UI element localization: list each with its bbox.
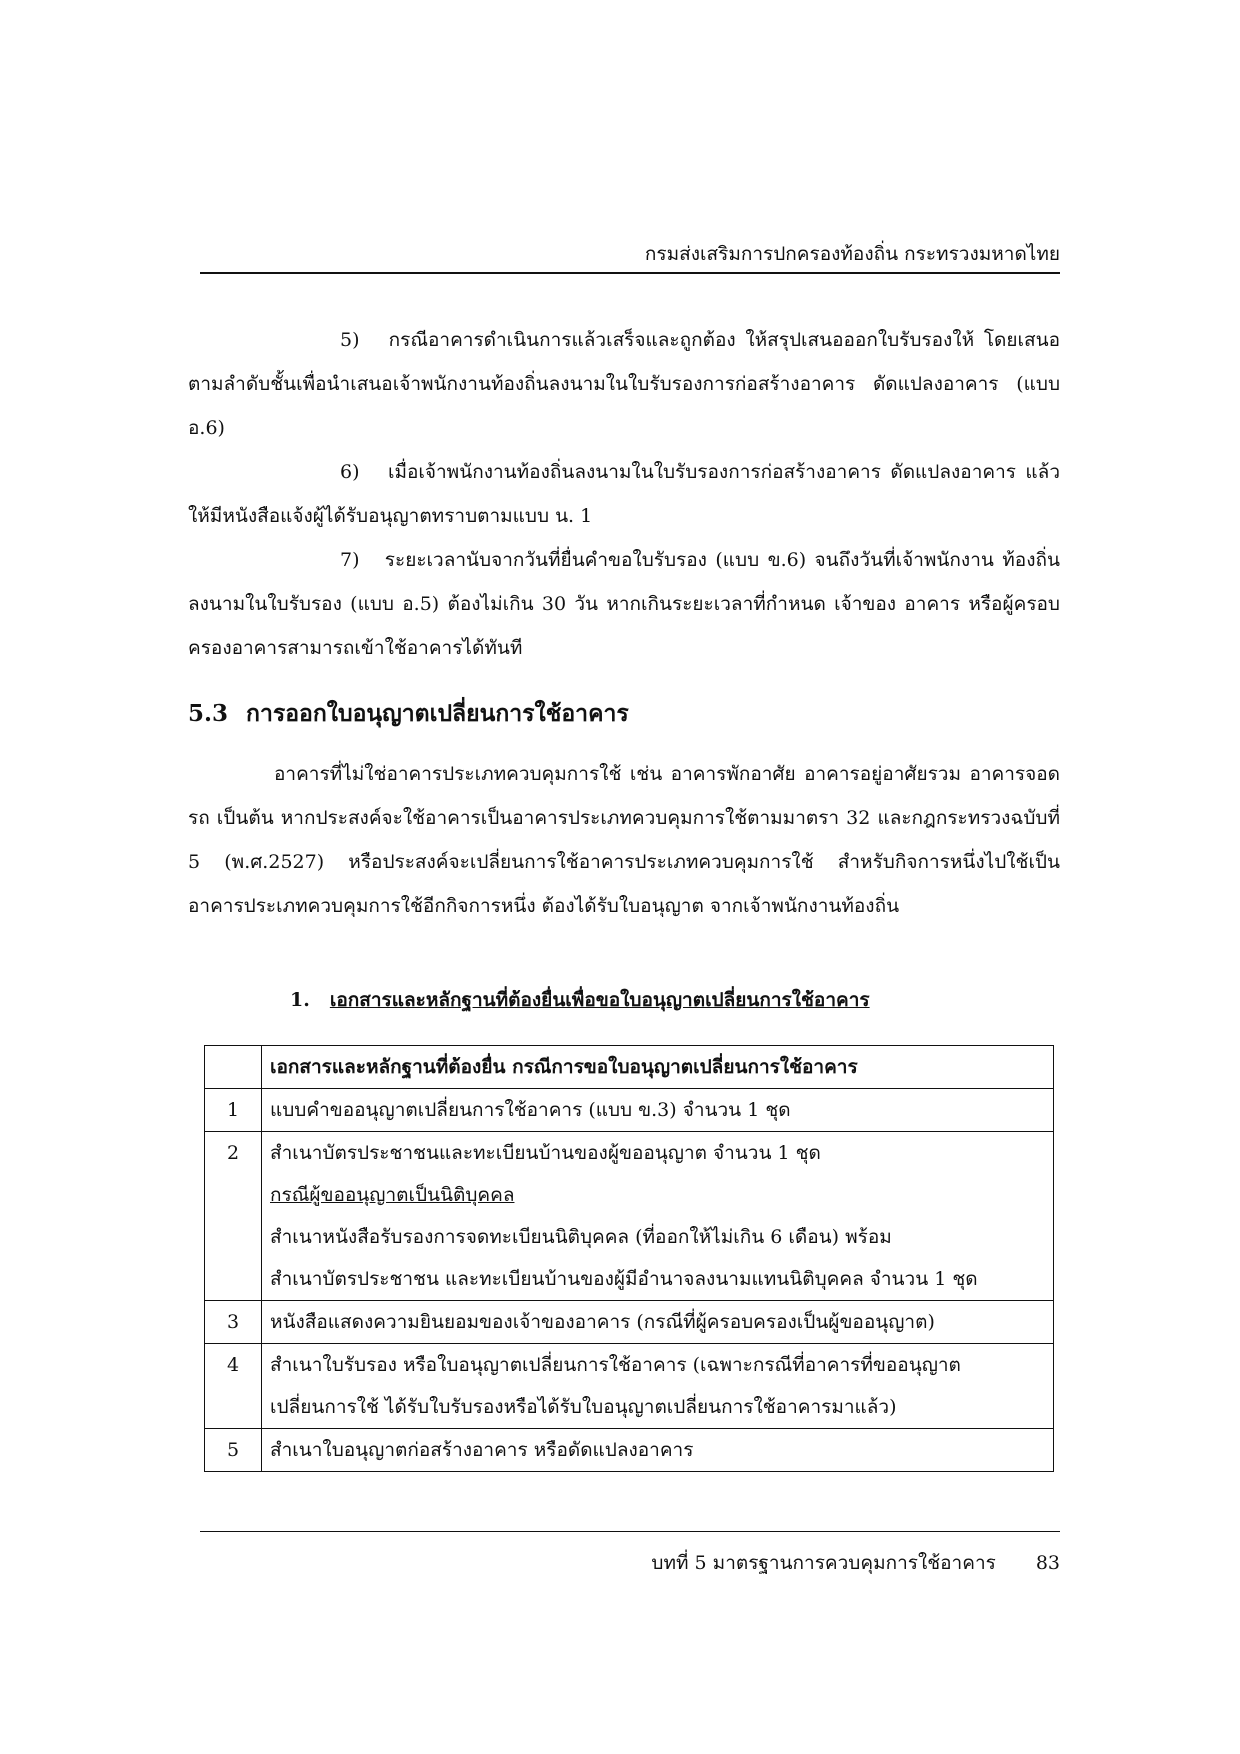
table-row bbox=[205, 1301, 1054, 1344]
footer-chapter: บทที่ 5 มาตรฐานการควบคุมการใช้อาคาร bbox=[651, 1552, 996, 1574]
row-subheading: กรณีผู้ขออนุญาตเป็นนิติบุคคล bbox=[270, 1184, 515, 1206]
item-7 bbox=[188, 538, 1060, 670]
row-line: สำเนาบัตรประชาชน และทะเบียนบ้านของผู้มีอำนาจลงนามแทนนิติบุคคล จำนวน 1 ชุด bbox=[270, 1268, 978, 1290]
row-line: สำเนาใบรับรอง หรือใบอนุญาตเปลี่ยนการใช้อาคาร (เฉพาะกรณีที่อาคารที่ขออนุญาต bbox=[270, 1354, 961, 1376]
row-number: 2 bbox=[205, 1132, 262, 1301]
row-line: เปลี่ยนการใช้ ได้รับใบรับรองหรือได้รับใบอนุญาตเปลี่ยนการใช้อาคารมาแล้ว) bbox=[270, 1396, 897, 1418]
row-line: สำเนาใบอนุญาตก่อสร้างอาคาร หรือดัดแปลงอาคาร bbox=[270, 1439, 694, 1461]
item-5 bbox=[188, 318, 1060, 450]
item-number: 6) bbox=[340, 461, 360, 483]
item-text: เมื่อเจ้าพนักงานท้องถิ่นลงนามในใบรับรองการก่อสร้างอาคาร ดัดแปลงอาคาร แล้ว ให้มีหนังสือแจ้งผู้ได้รับอนุญาตทราบตามแบบ น. 1 bbox=[188, 461, 1060, 527]
row-content bbox=[262, 1344, 1054, 1429]
page-number: 83 bbox=[1035, 1552, 1060, 1574]
table-row bbox=[205, 1089, 1054, 1132]
item-text: ระยะเวลานับจากวันที่ยื่นคำขอใบรับรอง (แบบ ข.6) จนถึงวันที่เจ้าพนักงาน ท้องถิ่นลงนามในใบรับรอง (แบบ อ.5) ต้องไม่เกิน 30 วัน หากเกินระยะเวลาที่กำหนด เจ้าของ อาคาร หรือผู้ครอบครองอาคารสามารถเข้าใช้อาคารได้ทันที bbox=[188, 549, 1060, 659]
subheading-text: เอกสารและหลักฐานที่ต้องยื่นเพื่อขอใบอนุญาตเปลี่ยนการใช้อาคาร bbox=[329, 989, 870, 1011]
row-content bbox=[262, 1301, 1054, 1344]
table-header-cell: เอกสารและหลักฐานที่ต้องยื่น กรณีการขอใบอนุญาตเปลี่ยนการใช้อาคาร bbox=[262, 1046, 1054, 1089]
footer-rule bbox=[200, 1531, 1060, 1532]
row-line: หนังสือแสดงความยินยอมของเจ้าของอาคาร (กรณีที่ผู้ครอบครองเป็นผู้ขออนุญาต) bbox=[270, 1311, 935, 1333]
row-number: 4 bbox=[205, 1344, 262, 1429]
table-row bbox=[205, 1344, 1054, 1429]
row-content bbox=[262, 1132, 1054, 1301]
item-number: 5) bbox=[340, 329, 360, 351]
section-paragraph: อาคารที่ไม่ใช่อาคารประเภทควบคุมการใช้ เช่น อาคารพักอาศัย อาคารอยู่อาศัยรวม อาคารจอดรถ เป็นต้น หากประสงค์จะใช้อาคารเป็นอาคารประเภทควบคุมการใช้ตามมาตรา 32 และกฎกระทรวงฉบับที่ 5 (พ.ศ.2527) หรือประสงค์จะเปลี่ยนการใช้อาคารประเภทควบคุมการใช้ สำหรับกิจการหนึ่งไปใช้เป็นอาคารประเภทควบคุมการใช้อีกกิจการหนึ่ง ต้องได้รับใบอนุญาต จากเจ้าพนักงานท้องถิ่น bbox=[188, 763, 1060, 917]
item-number: 7) bbox=[340, 549, 360, 571]
section-heading bbox=[188, 694, 629, 734]
row-number: 5 bbox=[205, 1429, 262, 1472]
table-row bbox=[205, 1429, 1054, 1472]
subheading-number: 1. bbox=[290, 989, 310, 1011]
running-footer bbox=[200, 1548, 1060, 1578]
row-content bbox=[262, 1429, 1054, 1472]
row-content bbox=[262, 1089, 1054, 1132]
numbered-items bbox=[188, 318, 1060, 670]
documents-table bbox=[204, 1045, 1054, 1472]
section-title: การออกใบอนุญาตเปลี่ยนการใช้อาคาร bbox=[246, 700, 629, 727]
item-6 bbox=[188, 450, 1060, 538]
section-number: 5.3 bbox=[188, 700, 229, 727]
row-line: แบบคำขออนุญาตเปลี่ยนการใช้อาคาร (แบบ ข.3) จำนวน 1 ชุด bbox=[270, 1099, 791, 1121]
row-line: สำเนาบัตรประชาชนและทะเบียนบ้านของผู้ขออนุญาต จำนวน 1 ชุด bbox=[270, 1142, 821, 1164]
table-header-blank bbox=[205, 1046, 262, 1089]
section-paragraph-block bbox=[188, 752, 1060, 928]
subheading bbox=[290, 980, 870, 1020]
running-header: กรมส่งเสริมการปกครองท้องถิ่น กระทรวงมหาดไทย bbox=[644, 243, 1060, 265]
table-row bbox=[205, 1132, 1054, 1301]
item-text: กรณีอาคารดำเนินการแล้วเสร็จและถูกต้อง ให้สรุปเสนอออกใบรับรองให้ โดยเสนอตามลำดับชั้นเพื่อนำเสนอเจ้าพนักงานท้องถิ่นลงนามในใบรับรองการก่อสร้างอาคาร ดัดแปลงอาคาร (แบบ อ.6) bbox=[188, 329, 1060, 439]
table-header-row bbox=[205, 1046, 1054, 1089]
header-rule bbox=[200, 272, 1060, 274]
row-number: 3 bbox=[205, 1301, 262, 1344]
row-line: สำเนาหนังสือรับรองการจดทะเบียนนิติบุคคล (ที่ออกให้ไม่เกิน 6 เดือน) พร้อม bbox=[270, 1226, 892, 1248]
row-number: 1 bbox=[205, 1089, 262, 1132]
